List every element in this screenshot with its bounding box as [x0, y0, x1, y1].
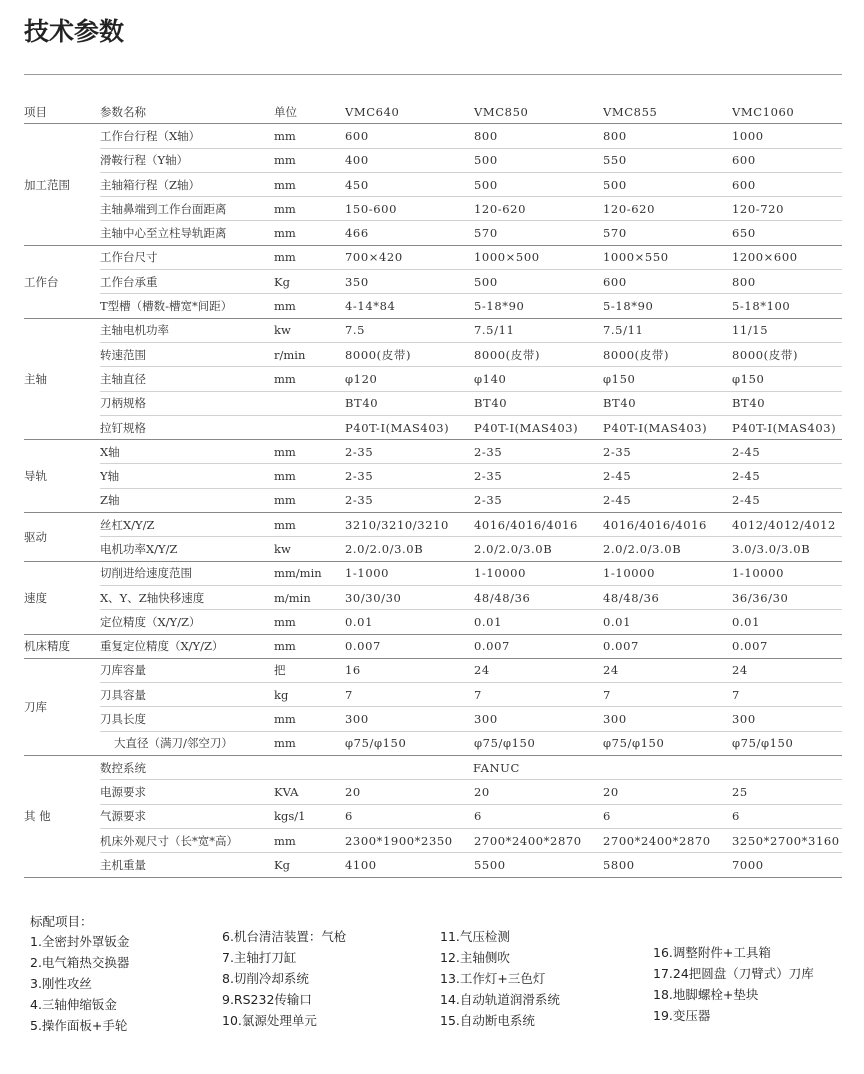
standard-item: 4.三轴伸缩钣金	[30, 997, 117, 1012]
value-cell: 25	[732, 780, 842, 804]
param-name-cell: 滑鞍行程（Y轴）	[100, 148, 274, 172]
param-name-cell: X轴	[100, 440, 274, 464]
value-cell: 600	[732, 172, 842, 196]
standard-item: 10.氯源处理单元	[222, 1013, 317, 1028]
unit-cell: mm	[274, 367, 345, 391]
category-cell: 机床精度	[24, 634, 100, 658]
value-cell: φ75/φ150	[732, 731, 842, 755]
unit-cell: mm	[274, 828, 345, 852]
value-cell: 48/48/36	[474, 585, 603, 609]
param-name-cell: 刀具长度	[100, 707, 274, 731]
value-cell: 5-18*90	[474, 294, 603, 318]
value-cell: 0.007	[474, 634, 603, 658]
unit-cell: mm	[274, 440, 345, 464]
unit-cell: kw	[274, 318, 345, 342]
table-row	[24, 391, 842, 415]
standard-item: 5.操作面板+手轮	[30, 1018, 128, 1033]
category-cell: 驱动	[24, 513, 100, 562]
unit-cell	[274, 415, 345, 439]
value-cell: 24	[603, 658, 732, 682]
value-cell: 800	[732, 270, 842, 294]
value-cell: 0.01	[345, 610, 474, 634]
value-cell: 1000×500	[474, 245, 603, 269]
value-cell: 2-35	[345, 440, 474, 464]
value-cell: 2.0/2.0/3.0B	[603, 537, 732, 561]
value-cell: 0.007	[345, 634, 474, 658]
value-cell: φ75/φ150	[603, 731, 732, 755]
param-name-cell: Y轴	[100, 464, 274, 488]
unit-cell: mm	[274, 197, 345, 221]
header-cell: VMC855	[603, 100, 732, 124]
value-cell: 600	[603, 270, 732, 294]
value-cell: 20	[603, 780, 732, 804]
standard-item: 15.自动断电系统	[440, 1013, 535, 1028]
unit-cell	[274, 391, 345, 415]
param-name-cell: 机床外观尺寸（长*宽*高）	[100, 828, 274, 852]
value-cell: 7	[474, 683, 603, 707]
param-name-cell: X、Y、Z轴快移速度	[100, 585, 274, 609]
unit-cell: Kg	[274, 853, 345, 877]
table-row	[24, 561, 842, 585]
value-cell: 2.0/2.0/3.0B	[474, 537, 603, 561]
header-cell: VMC850	[474, 100, 603, 124]
table-row	[24, 804, 842, 828]
value-cell: 2-45	[732, 440, 842, 464]
value-cell: 1000	[732, 124, 842, 148]
value-cell: 1-10000	[732, 561, 842, 585]
value-cell: 20	[474, 780, 603, 804]
param-name-cell: 丝杠X/Y/Z	[100, 513, 274, 537]
value-cell: 6	[345, 804, 474, 828]
unit-cell: mm	[274, 634, 345, 658]
param-name-cell: Z轴	[100, 488, 274, 512]
unit-cell: mm/min	[274, 561, 345, 585]
param-name-cell: 转速范围	[100, 342, 274, 366]
standard-item: 12.主轴侧吹	[440, 950, 510, 965]
param-name-cell: 工作台承重	[100, 270, 274, 294]
param-name-cell: 主轴直径	[100, 367, 274, 391]
value-cell: 2700*2400*2870	[474, 828, 603, 852]
value-cell: 8000(皮带)	[345, 342, 474, 366]
value-cell: 2-35	[474, 440, 603, 464]
standard-column	[30, 931, 129, 1036]
value-cell: 600	[345, 124, 474, 148]
value-cell: 700×420	[345, 245, 474, 269]
value-cell: 800	[474, 124, 603, 148]
title-divider	[24, 74, 842, 75]
header-cell: 参数名称	[100, 100, 274, 124]
value-cell: 16	[345, 658, 474, 682]
unit-cell: 把	[274, 658, 345, 682]
value-cell: 1-10000	[603, 561, 732, 585]
unit-cell: mm	[274, 148, 345, 172]
table-row	[24, 756, 842, 780]
value-cell: 6	[474, 804, 603, 828]
value-cell: 500	[474, 172, 603, 196]
value-cell: 2-35	[345, 464, 474, 488]
value-cell: 30/30/30	[345, 585, 474, 609]
value-cell: 2-35	[603, 440, 732, 464]
standard-item: 18.地脚螺栓+垫块	[653, 987, 759, 1002]
value-cell: 0.01	[474, 610, 603, 634]
category-cell: 速度	[24, 561, 100, 634]
value-cell: 3210/3210/3210	[345, 513, 474, 537]
value-cell: 300	[474, 707, 603, 731]
table-row	[24, 197, 842, 221]
unit-cell: kgs/1	[274, 804, 345, 828]
value-cell: 3.0/3.0/3.0B	[732, 537, 842, 561]
param-name-cell: 重复定位精度（X/Y/Z）	[100, 634, 274, 658]
param-name-cell: 气源要求	[100, 804, 274, 828]
merged-value-cell: FANUC	[345, 756, 842, 780]
value-cell: 7.5/11	[474, 318, 603, 342]
table-row	[24, 318, 842, 342]
value-cell: 120-720	[732, 197, 842, 221]
value-cell: P40T-I(MAS403)	[732, 415, 842, 439]
value-cell: 5500	[474, 853, 603, 877]
value-cell: 500	[603, 172, 732, 196]
param-name-cell: 主轴电机功率	[100, 318, 274, 342]
unit-cell: kw	[274, 537, 345, 561]
value-cell: 2300*1900*2350	[345, 828, 474, 852]
table-row	[24, 853, 842, 877]
value-cell: 8000(皮带)	[603, 342, 732, 366]
value-cell: 0.007	[732, 634, 842, 658]
standard-item: 16.调整附件+工具箱	[653, 945, 771, 960]
table-row	[24, 731, 842, 755]
param-name-cell: 主轴箱行程（Z轴）	[100, 172, 274, 196]
value-cell: 1200×600	[732, 245, 842, 269]
value-cell: 3250*2700*3160	[732, 828, 842, 852]
value-cell: 2-35	[474, 488, 603, 512]
unit-cell	[274, 756, 345, 780]
table-row	[24, 707, 842, 731]
value-cell: 2700*2400*2870	[603, 828, 732, 852]
table-row	[24, 585, 842, 609]
value-cell: 7.5/11	[603, 318, 732, 342]
unit-cell: mm	[274, 707, 345, 731]
value-cell: 650	[732, 221, 842, 245]
standard-item: 17.24把圆盘（刀臂式）刀库	[653, 966, 814, 981]
param-name-cell: 电机功率X/Y/Z	[100, 537, 274, 561]
value-cell: φ150	[732, 367, 842, 391]
table-header-row	[24, 100, 842, 124]
unit-cell: mm	[274, 172, 345, 196]
value-cell: 7000	[732, 853, 842, 877]
table-row	[24, 828, 842, 852]
standard-item: 3.刚性攻丝	[30, 976, 92, 991]
value-cell: 20	[345, 780, 474, 804]
header-cell: VMC1060	[732, 100, 842, 124]
param-name-cell: 电源要求	[100, 780, 274, 804]
value-cell: φ75/φ150	[474, 731, 603, 755]
value-cell: 7	[732, 683, 842, 707]
table-row	[24, 124, 842, 148]
value-cell: BT40	[603, 391, 732, 415]
value-cell: 0.01	[732, 610, 842, 634]
unit-cell: Kg	[274, 270, 345, 294]
unit-cell: mm	[274, 294, 345, 318]
unit-cell: mm	[274, 513, 345, 537]
param-name-cell: 数控系统	[100, 756, 274, 780]
table-row	[24, 464, 842, 488]
value-cell: 1000×550	[603, 245, 732, 269]
value-cell: 6	[603, 804, 732, 828]
unit-cell: kg	[274, 683, 345, 707]
value-cell: 2-45	[603, 488, 732, 512]
table-row	[24, 610, 842, 634]
unit-cell: mm	[274, 124, 345, 148]
value-cell: φ150	[603, 367, 732, 391]
value-cell: 2-45	[732, 488, 842, 512]
table-row	[24, 221, 842, 245]
standard-item: 13.工作灯+三色灯	[440, 971, 546, 986]
standard-item: 19.变压器	[653, 1008, 711, 1023]
value-cell: 500	[474, 270, 603, 294]
param-name-cell: 工作台行程（X轴）	[100, 124, 274, 148]
value-cell: 466	[345, 221, 474, 245]
param-name-cell: T型槽（槽数-槽宽*间距）	[100, 294, 274, 318]
standard-item: 2.电气箱热交换器	[30, 955, 130, 970]
value-cell: 4-14*84	[345, 294, 474, 318]
value-cell: 350	[345, 270, 474, 294]
value-cell: 570	[603, 221, 732, 245]
value-cell: 2.0/2.0/3.0B	[345, 537, 474, 561]
table-row	[24, 513, 842, 537]
value-cell: 8000(皮带)	[474, 342, 603, 366]
header-cell: 项目	[24, 100, 100, 124]
value-cell: 400	[345, 148, 474, 172]
value-cell: 4016/4016/4016	[603, 513, 732, 537]
value-cell: 5-18*100	[732, 294, 842, 318]
standard-column	[440, 926, 560, 1031]
category-cell: 刀库	[24, 658, 100, 755]
param-name-cell: 定位精度（X/Y/Z）	[100, 610, 274, 634]
value-cell: BT40	[732, 391, 842, 415]
value-cell: 150-600	[345, 197, 474, 221]
table-row	[24, 415, 842, 439]
param-name-cell: 主轴鼻端到工作台面距离	[100, 197, 274, 221]
value-cell: 450	[345, 172, 474, 196]
value-cell: 1-1000	[345, 561, 474, 585]
value-cell: 24	[732, 658, 842, 682]
table-row	[24, 537, 842, 561]
table-row	[24, 488, 842, 512]
table-row	[24, 683, 842, 707]
spec-table	[24, 100, 842, 878]
category-cell: 工作台	[24, 245, 100, 318]
value-cell: 570	[474, 221, 603, 245]
table-row	[24, 245, 842, 269]
table-row	[24, 148, 842, 172]
header-cell: VMC640	[345, 100, 474, 124]
value-cell: BT40	[345, 391, 474, 415]
value-cell: 0.01	[603, 610, 732, 634]
value-cell: P40T-I(MAS403)	[474, 415, 603, 439]
unit-cell: mm	[274, 221, 345, 245]
standard-item: 11.气压检测	[440, 929, 510, 944]
category-cell: 加工范围	[24, 124, 100, 245]
table-row	[24, 658, 842, 682]
table-row	[24, 270, 842, 294]
value-cell: 2-45	[732, 464, 842, 488]
value-cell: 300	[732, 707, 842, 731]
value-cell: 120-620	[603, 197, 732, 221]
table-row	[24, 294, 842, 318]
standard-item: 6.机台清洁装置：气枪	[222, 929, 347, 944]
value-cell: 36/36/30	[732, 585, 842, 609]
param-name-cell: 主轴中心至立柱导轨距离	[100, 221, 274, 245]
param-name-cell: 主机重量	[100, 853, 274, 877]
category-cell: 导轨	[24, 440, 100, 513]
value-cell: 2-45	[603, 464, 732, 488]
value-cell: 800	[603, 124, 732, 148]
value-cell: 7	[345, 683, 474, 707]
value-cell: φ75/φ150	[345, 731, 474, 755]
value-cell: 7	[603, 683, 732, 707]
table-row	[24, 342, 842, 366]
value-cell: 0.007	[603, 634, 732, 658]
param-name-cell: 切削进给速度范围	[100, 561, 274, 585]
category-cell: 主轴	[24, 318, 100, 439]
standard-item: 14.自动轨道润滑系统	[440, 992, 560, 1007]
unit-cell: mm	[274, 464, 345, 488]
unit-cell: r/min	[274, 342, 345, 366]
value-cell: 550	[603, 148, 732, 172]
header-cell: 单位	[274, 100, 345, 124]
value-cell: 4012/4012/4012	[732, 513, 842, 537]
param-name-cell: 刀柄规格	[100, 391, 274, 415]
value-cell: 48/48/36	[603, 585, 732, 609]
value-cell: P40T-I(MAS403)	[603, 415, 732, 439]
value-cell: 300	[345, 707, 474, 731]
value-cell: 24	[474, 658, 603, 682]
value-cell: 2-35	[345, 488, 474, 512]
value-cell: 500	[474, 148, 603, 172]
value-cell: 600	[732, 148, 842, 172]
unit-cell: mm	[274, 731, 345, 755]
param-name-cell: 大直径（满刀/邻空刀）	[100, 731, 274, 755]
value-cell: 8000(皮带)	[732, 342, 842, 366]
value-cell: 300	[603, 707, 732, 731]
unit-cell: KVA	[274, 780, 345, 804]
standard-item: 8.切削冷却系统	[222, 971, 309, 986]
table-row	[24, 440, 842, 464]
table-row	[24, 780, 842, 804]
standard-item: 9.RS232传输口	[222, 992, 312, 1007]
value-cell: φ140	[474, 367, 603, 391]
value-cell: 5800	[603, 853, 732, 877]
value-cell: 6	[732, 804, 842, 828]
param-name-cell: 刀具容量	[100, 683, 274, 707]
unit-cell: mm	[274, 245, 345, 269]
table-row	[24, 172, 842, 196]
standard-column	[653, 942, 814, 1026]
unit-cell: mm	[274, 488, 345, 512]
value-cell: 5-18*90	[603, 294, 732, 318]
value-cell: φ120	[345, 367, 474, 391]
value-cell: 11/15	[732, 318, 842, 342]
table-row	[24, 367, 842, 391]
param-name-cell: 刀库容量	[100, 658, 274, 682]
value-cell: BT40	[474, 391, 603, 415]
value-cell: P40T-I(MAS403)	[345, 415, 474, 439]
value-cell: 2-35	[474, 464, 603, 488]
value-cell: 4100	[345, 853, 474, 877]
standard-title: 标配项目：	[30, 914, 93, 929]
value-cell: 7.5	[345, 318, 474, 342]
standard-item: 1.全密封外罩钣金	[30, 934, 130, 949]
standard-column	[222, 926, 346, 1031]
param-name-cell: 拉钉规格	[100, 415, 274, 439]
value-cell: 1-10000	[474, 561, 603, 585]
page-title: 技术参数	[24, 17, 125, 46]
table-row	[24, 634, 842, 658]
value-cell: 4016/4016/4016	[474, 513, 603, 537]
unit-cell: mm	[274, 610, 345, 634]
unit-cell: m/min	[274, 585, 345, 609]
value-cell: 120-620	[474, 197, 603, 221]
category-cell: 其 他	[24, 756, 100, 877]
param-name-cell: 工作台尺寸	[100, 245, 274, 269]
standard-item: 7.主轴打刀缸	[222, 950, 297, 965]
